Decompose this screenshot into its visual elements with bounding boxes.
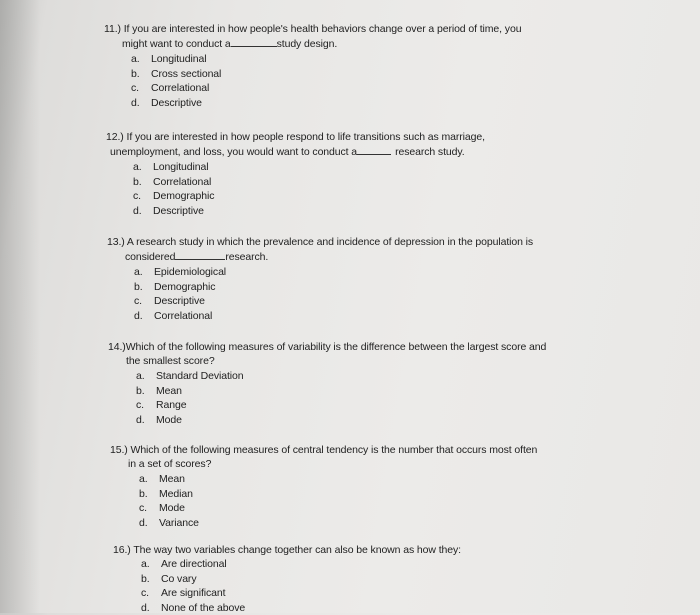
answer-options — [108, 369, 546, 427]
option-d: d. None of the above — [141, 601, 461, 615]
answer-blank — [231, 36, 277, 47]
option-d: d. Variance — [139, 516, 537, 531]
answer-options — [113, 557, 461, 615]
option-a: a. Mean — [139, 472, 537, 487]
option-c: c. Range — [136, 398, 546, 413]
question-stem-line1: 12.) If you are interested in how people respond to life transitions such as marriage, — [106, 130, 485, 144]
answer-blank — [357, 144, 391, 155]
option-b: b. Demographic — [134, 280, 533, 295]
question-stem-post: study design. — [277, 38, 338, 50]
option-c: c. Are significant — [141, 586, 461, 601]
answer-options — [106, 160, 485, 218]
question-12 — [106, 130, 485, 218]
question-stem-pre: in a set of scores? — [128, 458, 211, 470]
question-stem-line2 — [108, 354, 546, 368]
question-stem-line1: 11.) If you are interested in how people's health behaviors change over a period of time, you — [104, 22, 521, 36]
option-c: c. Mode — [139, 501, 537, 516]
option-c: c. Correlational — [131, 81, 521, 96]
question-stem-pre: might want to conduct a — [122, 38, 231, 50]
page-edge-shadow — [0, 0, 40, 613]
question-stem-line2 — [110, 457, 537, 471]
question-14 — [108, 340, 546, 427]
option-a: a. Are directional — [141, 557, 461, 572]
question-stem-pre: unemployment, and loss, you would want to conduct a — [110, 146, 357, 158]
option-b: b. Co vary — [141, 572, 461, 587]
option-a: a. Epidemiological — [134, 265, 533, 280]
question-stem-line2 — [107, 249, 533, 264]
question-stem-post: research. — [225, 251, 268, 263]
option-b: b. Median — [139, 487, 537, 502]
question-11 — [104, 22, 521, 110]
question-stem-line2 — [106, 144, 485, 159]
option-c: c. Demographic — [133, 189, 485, 204]
answer-options — [104, 52, 521, 110]
option-c: c. Descriptive — [134, 294, 533, 309]
question-stem-line1: 15.) Which of the following measures of central tendency is the number that occurs most often — [110, 443, 537, 457]
option-a: a. Longitudinal — [133, 160, 485, 175]
question-stem-post: research study. — [391, 146, 465, 158]
option-d: d. Descriptive — [131, 96, 521, 111]
question-stem-line1: 14.)Which of the following measures of variability is the difference between the largest score and — [108, 340, 546, 354]
question-stem-line1: 16.) The way two variables change together can also be known as how they: — [113, 543, 461, 557]
question-stem-line2 — [104, 36, 521, 51]
question-13 — [107, 235, 533, 323]
answer-options — [107, 265, 533, 323]
option-d: d. Mode — [136, 413, 546, 428]
option-b: b. Mean — [136, 384, 546, 399]
option-b: b. Cross sectional — [131, 67, 521, 82]
option-a: a. Standard Deviation — [136, 369, 546, 384]
question-stem-pre: the smallest score? — [126, 355, 215, 367]
answer-blank — [175, 249, 225, 260]
question-16 — [113, 543, 461, 615]
option-d: d. Correlational — [134, 309, 533, 324]
question-15 — [110, 443, 537, 530]
question-stem-line1: 13.) A research study in which the prevalence and incidence of depression in the population is — [107, 235, 533, 249]
answer-options — [110, 472, 537, 530]
option-b: b. Correlational — [133, 175, 485, 190]
question-stem-pre: considered — [125, 251, 175, 263]
option-d: d. Descriptive — [133, 204, 485, 219]
option-a: a. Longitudinal — [131, 52, 521, 67]
